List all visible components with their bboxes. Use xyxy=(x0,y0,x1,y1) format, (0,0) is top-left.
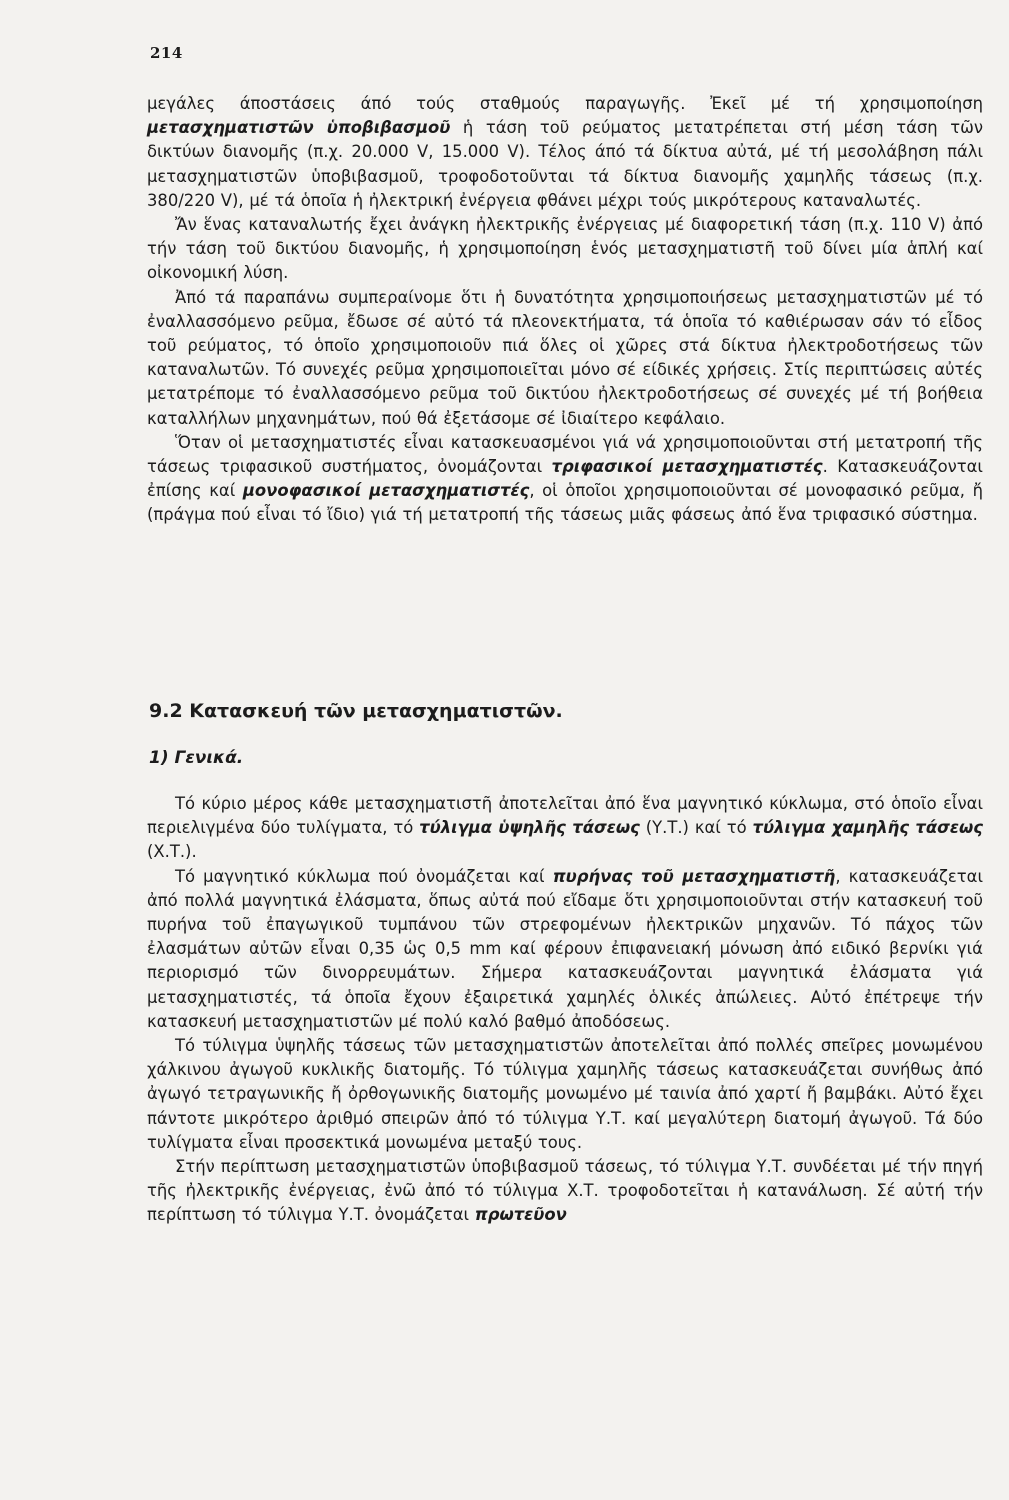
emphasis-term: τύλιγμα ὑψηλῆς τάσεως xyxy=(419,818,640,838)
body-text-bottom xyxy=(147,792,983,1228)
page-number: 214 xyxy=(150,44,183,62)
paragraph: Ἄν ἕνας καταναλωτής ἔχει ἀνάγκη ἠλεκτρικῆς ἐνέργειας μέ διαφορετική τάση (π.χ. 110 V) ἀπό τήν τάση τοῦ δικτύου διανομῆς, ἡ χρησιμοποίηση ἑνός μετασχηματιστῆ τοῦ δίνει μία ἁπλή καί οἰκονομική λύση. xyxy=(147,215,983,283)
paragraph: μεγάλες άποστάσεις άπό τούς σταθμούς παραγωγῆς. Ἐκεῖ μέ τή χρησιμοποίηση μετασχηματιστῶν ὑποβιβασμοῦ ἡ τάση τοῦ ρεύματος μετατρέπεται στή μέση τάση τῶν δικτύων διανομῆς (π.χ. 20.000 V, 15.000 V). Τέλος άπό τά δίκτυα αὐτά, μέ τή μεσολάβηση πάλι μετασχηματιστῶν ὑποβιβασμοῦ, τροφοδοτοῦνται τά δίκτυα διανομῆς χαμηλῆς τάσεως (π.χ. 380/220 V), μέ τά ὁποῖα ἡ ἠλεκτρική ἐνέργεια φθάνει μέχρι τούς μικρότερους καταναλωτές. xyxy=(147,94,984,210)
emphasis-term: πρωτεῦον xyxy=(474,1205,567,1225)
paragraph: Ὅταν οἱ μετασχηματιστές εἶναι κατασκευασμένοι γιά νά χρησιμοποιοῦνται στή μετατροπή τῆς τάσεως τριφασικοῦ συστήματος, ὀνομάζονται τριφασικοί μετασχηματιστές. Κατασκευάζονται ἐπίσης καί μονοφασικοί μετασχηματιστές, οἱ ὁποῖοι χρησιμοποιοῦνται σέ μονοφασικό ρεῦμα, ἤ (πράγμα πού εἶναι τό ἴδιο) γιά τή μετατροπή τῆς τάσεως μιᾶς φάσεως ἀπό ἕνα τριφασικό σύστημα. xyxy=(147,432,983,525)
paragraph: Τό κύριο μέρος κάθε μετασχηματιστῆ ἀποτελεῖται ἀπό ἕνα μαγνητικό κύκλωμα, στό ὁποῖο εἶναι περιελιγμένα δύο τυλίγματα, τό τύλιγμα ὑψηλῆς τάσεως (Υ.Τ.) καί τό τύλιγμα χαμηλῆς τάσεως (Χ.Τ.). xyxy=(147,794,983,862)
paragraph: Στήν περίπτωση μετασχηματιστῶν ὑποβιβασμοῦ τάσεως, τό τύλιγμα Υ.Τ. συνδέεται μέ τήν πηγή τῆς ἠλεκτρικῆς ἐνέργειας, ἐνῶ ἀπό τό τύλιγμα Χ.Τ. τροφοδοτεῖται ἡ κατανάλωση. Σέ αὐτή τήν περίπτωση τό τύλιγμα Υ.Τ. ὀνομάζεται πρωτεῦον xyxy=(147,1157,983,1225)
emphasis-term: μετασχηματιστῶν ὑποβιβασμοῦ xyxy=(147,118,451,138)
emphasis-term: πυρήνας τοῦ μετασχηματιστῆ xyxy=(552,866,836,886)
paragraph: Τό μαγνητικό κύκλωμα πού ὀνομάζεται καί πυρήνας τοῦ μετασχηματιστῆ, κατασκευάζεται ἀπό πολλά μαγνητικά ἐλάσματα, ὅπως αὐτά πού εἴδαμε ὅτι χρησιμοποιοῦνται στήν κατασκευή τοῦ πυρήνα τοῦ ἐπαγωγικοῦ τυμπάνου τῶν στρεφομένων ἠλεκτρικῶν μηχανῶν. Τό πάχος τῶν ἐλασμάτων αὐτῶν εἶναι 0,35 ὡς 0,5 mm καί φέρουν ἐπιφανειακή μόνωση ἀπό ειδικό βερνίκι γιά περιορισμό τῶν δινορρευμάτων. Σήμερα κατασκευάζονται μαγνητικά ἐλάσματα γιά μετασχηματιστές, τά ὁποῖα ἔχουν ἐξαιρετικά χαμηλές ὁλικές ἀπώλειες. Αὐτό ἐπέτρεψε τήν κατασκευή μετασχηματιστῶν μέ πολύ καλό βαθμό ἀποδόσεως. xyxy=(147,866,983,1031)
section-heading: 9.2 Κατασκευή τῶν μετασχηματιστῶν. xyxy=(149,700,563,722)
sub-heading: 1) Γενικά. xyxy=(149,748,244,768)
emphasis-term: τύλιγμα χαμηλῆς τάσεως xyxy=(752,818,983,838)
emphasis-term: τριφασικοί μετασχηματιστές xyxy=(551,457,823,477)
body-text-top xyxy=(147,92,983,528)
emphasis-term: μονοφασικοί μετασχηματιστές xyxy=(242,481,530,501)
paragraph: Ἀπό τά παραπάνω συμπεραίνομε ὅτι ἡ δυνατότητα χρησιμοποιήσεως μετασχηματιστῶν μέ τό ἐναλλασσόμενο ρεῦμα, ἔδωσε σέ αὐτό τά πλεονεκτήματα, τά ὁποῖα τό καθιέρωσαν σάν τό εἶδος τοῦ ρεύματος, τό ὁποῖο χρησιμοποιοῦν πιά ὅλες οἱ χῶρες στά δίκτυα ἠλεκτροδοτήσεως τῶν καταναλωτῶν. Τό συνεχές ρεῦμα χρησιμοποιεῖται μόνο σέ είδικές χρήσεις. Στίς περιπτώσεις αὐτές μετατρέπομε τό ἐναλλασσόμενο ρεῦμα τοῦ δικτύου ἠλεκτροδοτήσεως σέ συνεχές μέ τή βοήθεια καταλλήλων μηχανημάτων, πού θά ἐξετάσομε σέ ἰδιαίτερο κεφάλαιο. xyxy=(147,287,983,428)
paragraph: Τό τύλιγμα ὑψηλῆς τάσεως τῶν μετασχηματιστῶν ἀποτελεῖται ἀπό πολλές σπεῖρες μονωμένου χάλκινου ἀγωγοῦ κυκλικῆς διατομῆς. Τό τύλιγμα χαμηλῆς τάσεως κατασκευάζεται συνήθως ἀπό ἀγωγό τετραγωνικῆς ἤ ὀρθογωνικῆς διατομῆς μονωμένο μέ ταινία ἀπό χαρτί ἤ βαμβάκι. Αὐτό ἔχει πάντοτε μικρότερο ἀριθμό σπειρῶν ἀπό τό τύλιγμα Υ.Τ. καί μεγαλύτερη διατομή ἀγωγοῦ. Τά δύο τυλίγματα εἶναι προσεκτικά μονωμένα μεταξύ τους. xyxy=(147,1036,983,1152)
